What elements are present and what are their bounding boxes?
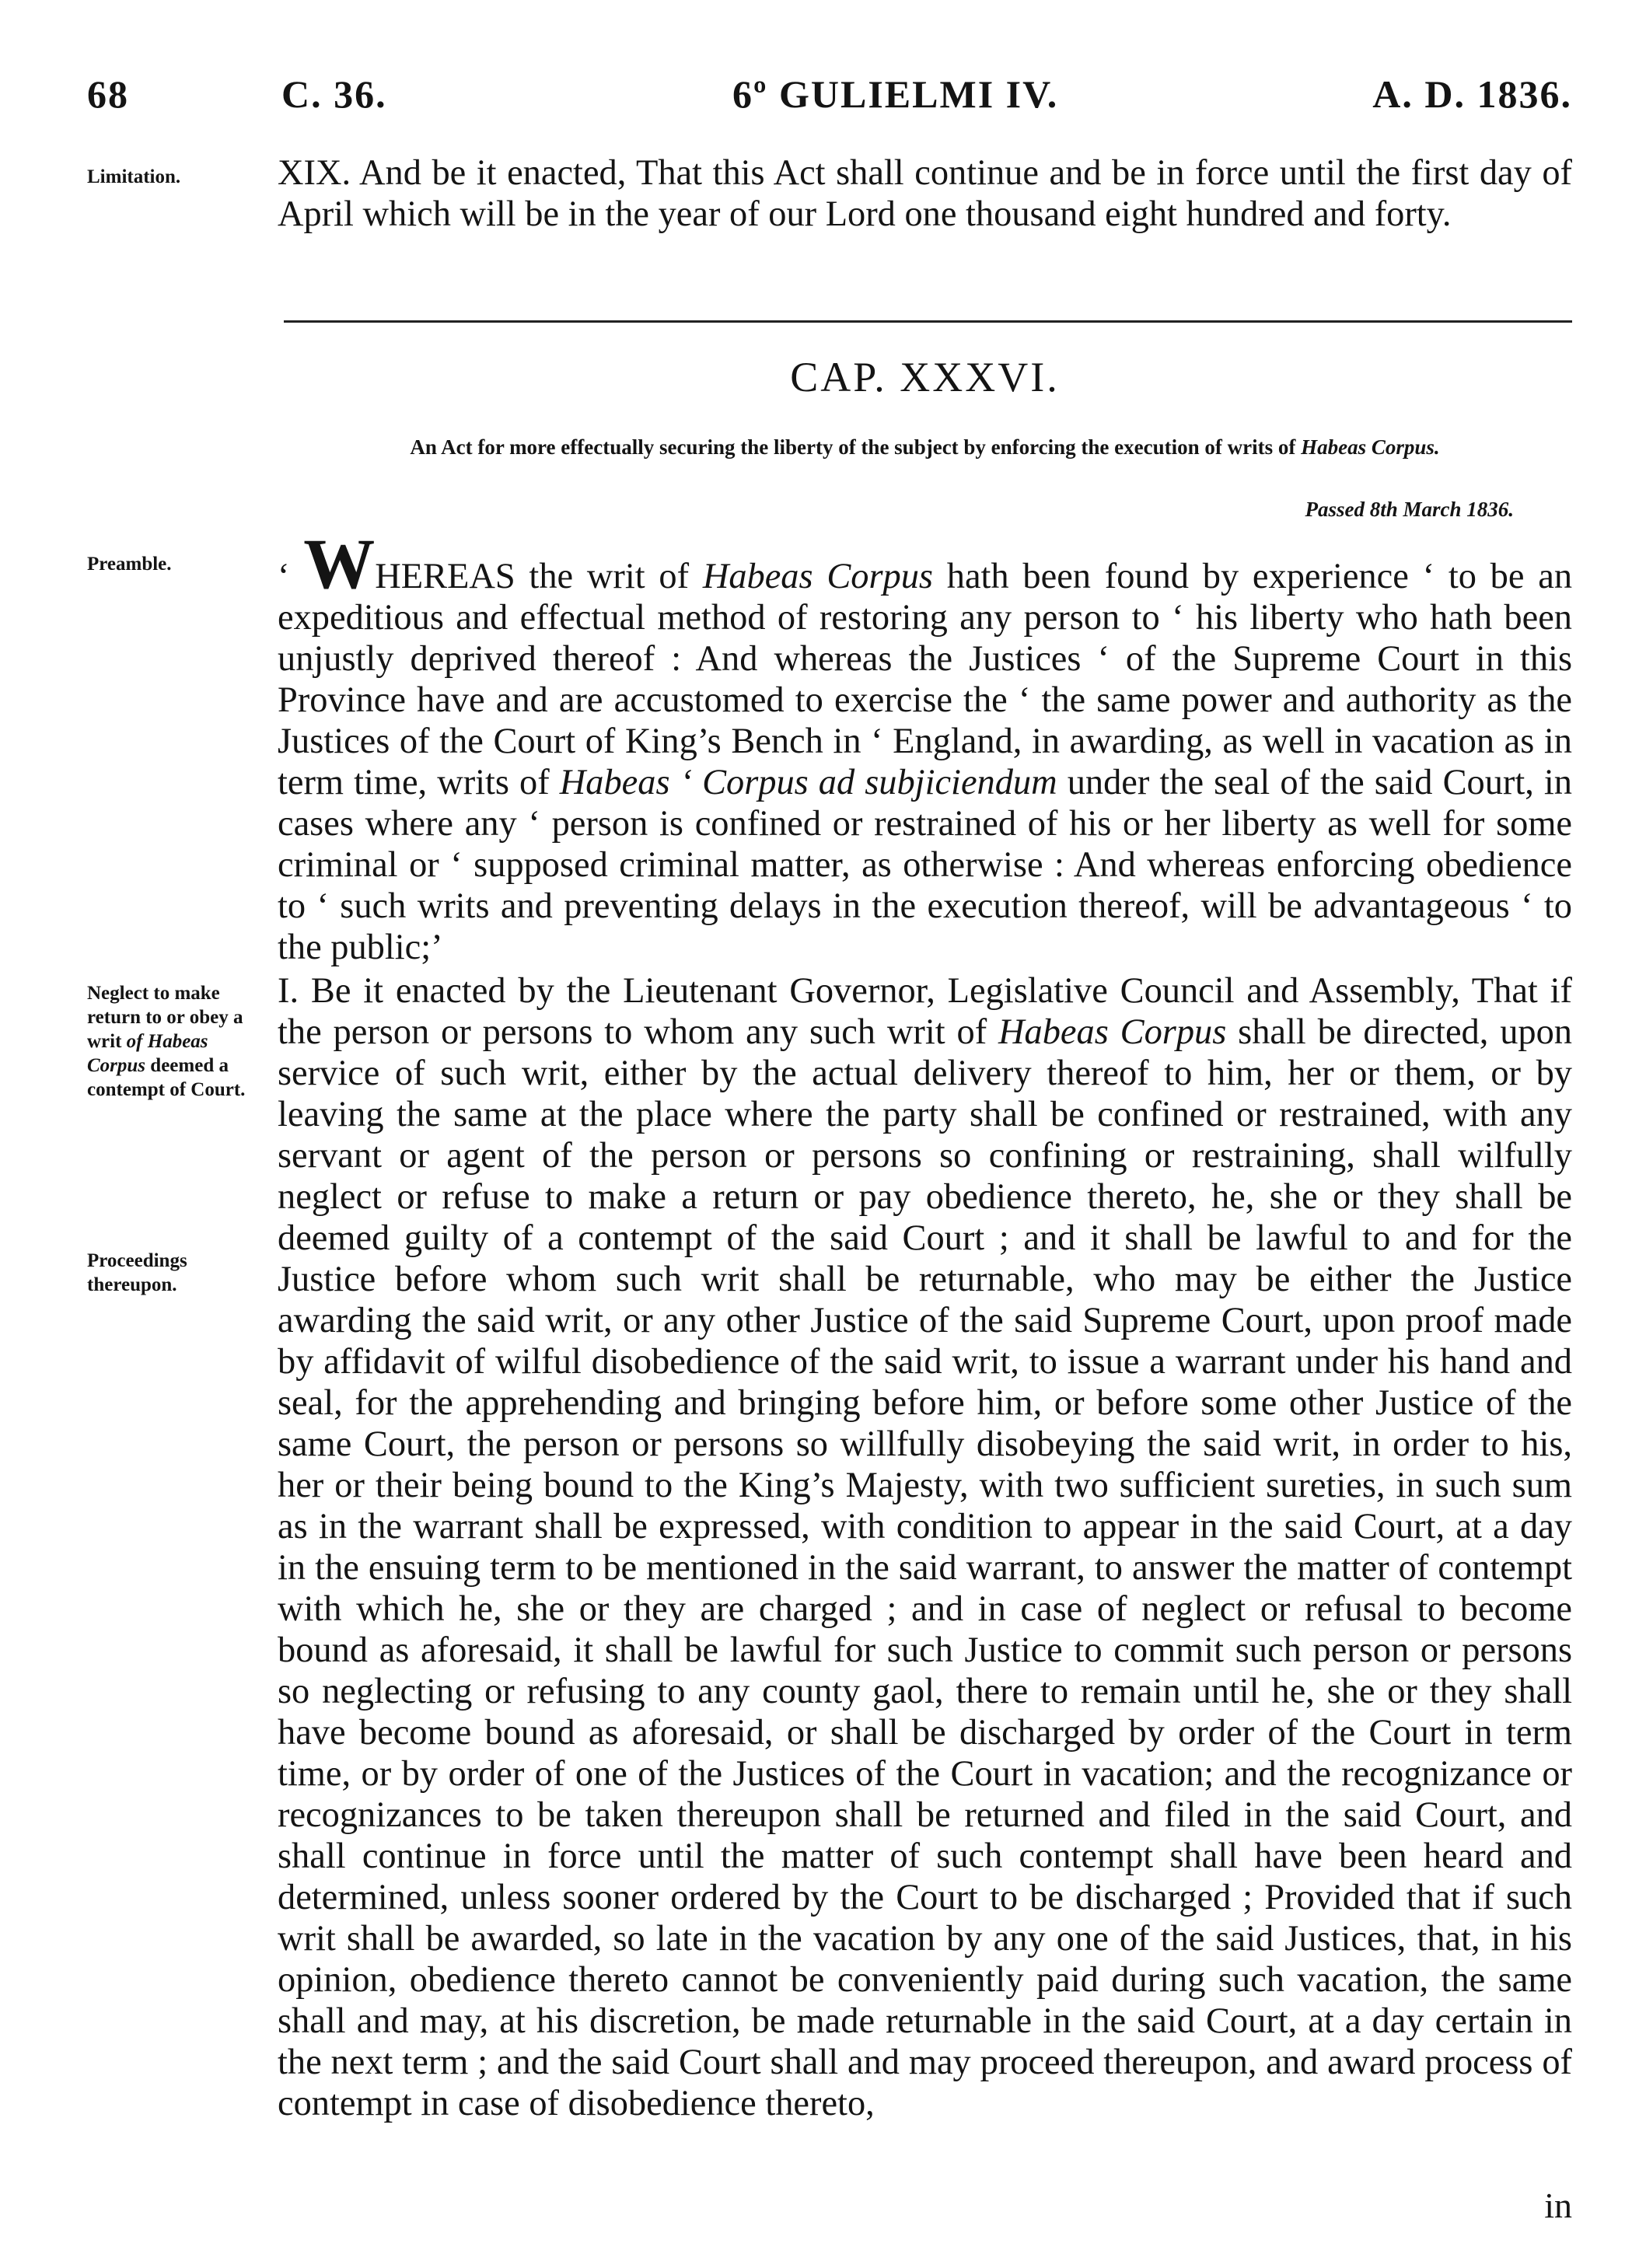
cap-heading: CAP. XXXVI.: [790, 354, 1060, 400]
act-title: [278, 435, 1572, 459]
section-one-text-2: shall be directed, upon service of such writ, either by the actual delivery thereof to him, her or them, or by leaving the same at the place where the party shall be confined or restrained, with any servant or agent of the person or persons so confining or restraining, shall wilfully neglect or refuse to make a return or pay obedience thereto, he, she or they shall be deemed guilty of a contempt of the said Court ; and it shall be lawful to and for the Justice before whom such writ shall be returnable, who may be either the Justice awarding the said writ, or any other Justice of the said Supreme Court, upon proof made by affidavit of wilful disobedience of the said writ, to issue a warrant under his hand and seal, for the apprehending and bringing before him, or before some other Justice of the same Court, the person or persons so willfully disobeying the said writ, in order to his, her or their being bound to the King’s Majesty, with two sufficient sureties, in such sum as in the warrant shall be expressed, with condition to appear in the said Court, at a day in the ensuing term to be mentioned in the said warrant, to answer the matter of contempt with which he, she or they are charged ; and in case of neglect or refusal to become bound as aforesaid, it shall be lawful for such Justice to commit such person or persons so neglecting or refusing to any county gaol, there to remain until he, she or they shall have become bound as aforesaid, or shall be discharged by order of the Court in term time, or by order of one of the Justices of the Court in vacation; and the recognizance or recognizances to be taken thereupon shall be returned and filed in the said Court, and shall continue in force until the matter of such contempt shall have been heard and determined, unless sooner ordered by the Court to be discharged ; Provided that if such writ shall be awarded, so late in the vacation by any one of the said Justices, that, in his opinion, obedience thereto cannot be conveniently paid during such vacation, the same shall and may, at his discretion, be made returnable in the said Court, at a day certain in the next term ; and the said Court shall and may proceed thereupon, and award process of contempt in case of disobedience thereto,: [278, 1012, 1573, 2123]
section-one-text-1: I. Be it enacted by the Lieutenant Governor, Legislative Council and Assembly, That if the person or persons to whom any such writ of: [278, 971, 1572, 1052]
margin-note-preamble: Preamble.: [87, 554, 172, 575]
preamble-italic-1: Habeas Corpus: [702, 557, 933, 596]
preamble-drop-cap: W: [303, 524, 376, 603]
margin-note-proceedings: Proceedings thereupon.: [87, 1250, 187, 1295]
preamble-text-1: HEREAS the writ of: [375, 557, 703, 596]
section-one-paragraph: [278, 970, 1572, 2124]
margin-note-neglect-text-1: Neglect to make return to or obey a writ: [87, 983, 243, 1052]
margin-note-neglect-italic: of Habeas Corpus: [87, 1031, 208, 1076]
running-header: [87, 72, 1572, 126]
margin-note-limitation: Limitation.: [87, 166, 181, 187]
preamble-text-2: hath been found by experience ‘ to be an expeditious and effectual method of restoring any person to ‘ his liberty who hath been unjustly deprived thereof : And whereas the Justices ‘ of the Supreme Court in this Province have and are accustomed to exercise the ‘ the same power and authority as the Justices of the Court of King’s Bench in ‘ England, in awarding, as well in vacation as in term time, writs of: [278, 557, 1573, 802]
section-xix: XIX. And be it enacted, That this Act shall continue and be in force until the first day of April which will be in the year of our Lord one thousand eight hundred and forty.: [278, 153, 1572, 234]
chapter-number: C. 36.: [281, 72, 387, 116]
preamble-paragraph: [278, 524, 1573, 968]
preamble-italic-2: Habeas ‘ Corpus ad subjiciendum: [559, 763, 1057, 802]
passed-date: Passed 8th March 1836.: [1305, 498, 1514, 521]
year-of-act: A. D. 1836.: [1372, 72, 1572, 116]
section-one-italic-1: Habeas Corpus: [998, 1012, 1227, 1052]
page-number: 68: [87, 72, 129, 116]
preamble-text-3: under the seal of the said Court, in cases where any ‘ person is confined or restrained of his or her liberty as well for some criminal or ‘ supposed criminal matter, as otherwise : And whereas enforcing obedience to ‘ such writs and preventing delays in the execution thereof, will be advantageous ‘ to the public;’: [278, 763, 1572, 967]
preamble-open-quote: ‘: [278, 557, 304, 596]
margin-note-neglect-text-2: deemed a contempt of Court.: [87, 1055, 246, 1100]
act-title-text: An Act for more effectually securing the liberty of the subject by enforcing the execution of writs of: [410, 435, 1302, 459]
regnal-year: 6º GULIELMI IV.: [732, 72, 1059, 116]
margin-note-neglect: [87, 981, 262, 1102]
act-title-italic: Habeas Corpus.: [1301, 435, 1440, 459]
section-divider-rule: [284, 320, 1572, 323]
catchword: in: [1544, 2186, 1572, 2225]
